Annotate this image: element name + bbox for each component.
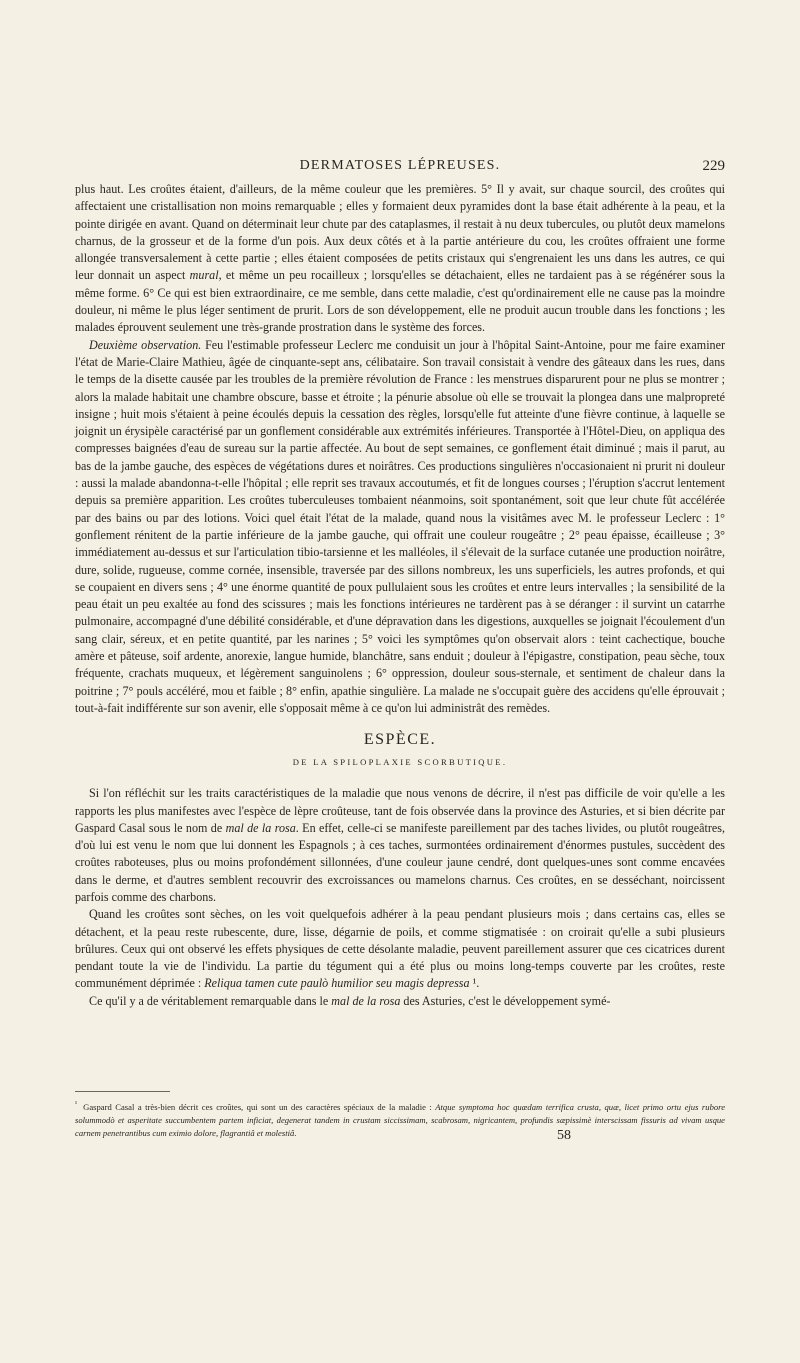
observation-heading: Deuxième observation. [89, 337, 202, 352]
text-run: Feu l'estimable professeur Leclerc me conduisit un jour à l'hôpital Saint-Antoine, pour me faire examiner l'état de Marie-Claire Mathieu, âgée de cinquante-sept ans, célibataire. Son travail consistait à vendre des gâteaux dans les rues, dans le temps de la disette causée par les troubles de la première révolution de France : les menstrues disparurent pour ne plus se montrer ; alors la malade habitait une chambre obscure, basse et étroite ; la pénurie absolue où elle se trouvait la plongea dans une malpropreté insigne ; huit mois s'étaient à peine écoulés depuis la cessation des règles, lorsqu'elle fut atteinte d'une fièvre continue, à laquelle se joignit un érysipèle caractérisé par un gonflement considérable aux extrémités inférieures. Transportée à l'Hôtel-Dieu, on appliqua des compresses baignées d'eau de sureau sur la partie affectée. Au bout de sept semaines, ce gonflement était diminué ; mais il parut, au bas de la jambe gauche, des espèces de végétations dures et noirâtres. Ces productions singulières n'occasionaient ni prurit ni douleur : aussi la malade abandonna-t-elle l'hôpital ; elle reprit ses travaux accoutumés, et fit de longues courses ; l'éruption s'accrut lentement depuis sa première apparition. Les croûtes tuberculeuses tombaient néanmoins, soit spontanément, soit que leur chute fût accélérée par des bains ou par des lotions. Voici quel était l'état de la malade, quand nous la visitâmes avec M. le professeur Leclerc : 1° gonflement rénitent de la partie inférieure de la jambe gauche, qui offrait une couleur rougeâtre ; 2° peau épaisse, écailleuse ; 3° immédiatement au-dessus et sur l'articulation tibio-tarsienne et les malléoles, il s'élevait de la surface cutanée une production noirâtre, dure, solide, rugueuse, comme cornée, insensible, traversée par des sillons nombreux, les uns superficiels, les autres profonds, et qui se coupaient en divers sens ; 4° une énorme quantité de poux pullulaient sous les croûtes et entre leurs intervalles ; la sensibilité de la peau était un peu exaltée au fond des scissures ; mais les fonctions intérieures ne tardèrent pas à se déranger : il survint un catarrhe pulmonaire, accompagné d'une débilité considérable, et d'une dépravation dans les digestions, auxquelles se joignait l'écoulement d'un sang clair, séreux, et en petite quantité, par les narines ; 5° voici les symptômes qu'on observait alors : teint cachectique, bouche amère et pâteuse, soif ardente, anorexie, langue humide, blanchâtre, sans enduit ; douleur à l'épigastre, constipation, peau sèche, toux fréquente, crachats muqueux, et légèrement sanguinolens ; 6° oppression, douleur sous-sternale, et sentiment de chaleur dans la poitrine ; 7° pouls accéléré, mou et faible ; 8° enfin, apathie singulière. La malade ne s'occupait guère des accidens qu'elle éprouvait ; tout-à-fait indifférente sur son avenir, elle s'opposait même à ce qu'on lui administrât des remèdes. [75, 337, 726, 715]
footnote-mark: ¹ [75, 1100, 78, 1108]
text-run: Si l'on réfléchit sur les traits caractéristiques de la maladie que nous venons de décrire, il n'est pas difficile de voir qu'elle a les rapports les plus manifestes avec l'espèce de lèpre croûteuse, tant de fois observée dans la province des Asturies, et si bien décrite par Gaspard Casal sous le nom de [75, 786, 725, 835]
page-number: 229 [702, 158, 725, 174]
footnote-latin-quote: Atque symptoma hoc quædam terrifica crusta, quæ, licet primo ortu ejus rubore solummodò et asperitate succumbentem partem inficiat, degenerat tandem in crustam siccissimam, scabrosam, nigricantem, profundis sæpissimè interscissam fissuris ad vivam usque carnem penetrantibus cum eximio dolore, flagrantiâ et molestiâ [75, 1101, 726, 1138]
section-title: ESPÈCE. [363, 731, 437, 749]
italic-run: mural [189, 268, 219, 283]
footnote-text: . [294, 1127, 297, 1138]
running-head [75, 158, 725, 178]
italic-run: mal de la rosa [331, 993, 401, 1008]
body-text [75, 181, 725, 1010]
section-subtitle: DE LA SPILOPLAXIE SCORBUTIQUE. [292, 757, 508, 768]
italic-run: Reliqua tamen cute paulò humilior seu magis depressa [204, 976, 470, 991]
text-run: . En effet, celle-ci se manifeste pareillement par des taches livides, ou plutôt rougeâtres, d'où lui est venu le nom que lui donnent les Espagnols ; à ces taches, surmontées ordinairement d'énormes pustules, succèdent des croûtes raboteuses, plus ou moins profondément sillonnées, d'une couleur jaune cendré, dont quelques-unes sont comme encavées dans le derme, et d'autres semblent recouvrir des excroissances ou mamelons charnus. Ces croûtes, en se desséchant, noircissent parfois comme des charbons. [75, 820, 725, 904]
italic-run: mal de la rosa [225, 820, 296, 835]
footnote [75, 1098, 725, 1140]
paragraph [75, 785, 725, 906]
paragraph [75, 181, 725, 337]
text-run: ¹. [469, 976, 480, 991]
signature-mark: 58 [557, 1128, 571, 1143]
text-run: Ce qu'il y a de véritablement remarquable dans le [89, 993, 332, 1008]
text-run: , et même un peu rocailleux ; lorsqu'elles se détachaient, elles ne tardaient pas à se régénérer sous la même forme. 6° Ce qui est bien extraordinaire, ce me semble, dans cette maladie, c'est qu'ordinairement elle ne cause pas la moindre douleur, ni même le plus léger sentiment de prurit. Lors de son développement, elle ne produit aucun trouble dans les fonctions ; les malades éprouvent seulement une très-grande prostration dans le système des forces. [75, 268, 725, 335]
running-title: DERMATOSES LÉPREUSES. [299, 158, 501, 173]
text-run: des Asturies, c'est le développement symé- [400, 993, 611, 1008]
text-run: plus haut. Les croûtes étaient, d'ailleurs, de la même couleur que les premières. 5° Il y avait, sur chaque sourcil, des croûtes qui affectaient une cristallisation non moins remarquable ; elles y formaient deux pyramides dont la base était adhérente à la peau, et la pointe dirigée en avant. Quand on déterminait leur chute par des cataplasmes, il restait à nu deux tubercules, ou plutôt deux mamelons charnus, de la grosseur et de la forme d'un pois. Aux deux côtés et à la partie antérieure du cou, les croûtes offraient une forme allongée transversalement à cette partie ; elles étaient composées de petits cristaux qui s'engrenaient les uns dans les autres, ce qui leur donnait un aspect [75, 182, 725, 283]
footnote-rule [75, 1091, 170, 1092]
footnote-text: Gaspard Casal a très-bien décrit ces croûtes, qui sont un des caractères spéciaux de la maladie : [83, 1101, 436, 1112]
paragraph [75, 337, 725, 718]
text-run: Quand les croûtes sont sèches, on les voit quelquefois adhérer à la peau pendant plusieurs mois ; dans certains cas, elles se détachent, et la peau reste rubescente, dure, lisse, dégarnie de poils, et comme stigmatisée : on croirait qu'elle a subi plusieurs brûlures. Ceux qui ont observé les effets physiques de cette désolante maladie, peuvent pareillement assurer que ces cicatrices durent pendant toute la vie de l'individu. La partie du tégument qui a été plus ou moins long-temps couverte par les croûtes, reste communément déprimée : [75, 907, 725, 991]
paragraph [75, 906, 725, 992]
paragraph [75, 993, 725, 1010]
